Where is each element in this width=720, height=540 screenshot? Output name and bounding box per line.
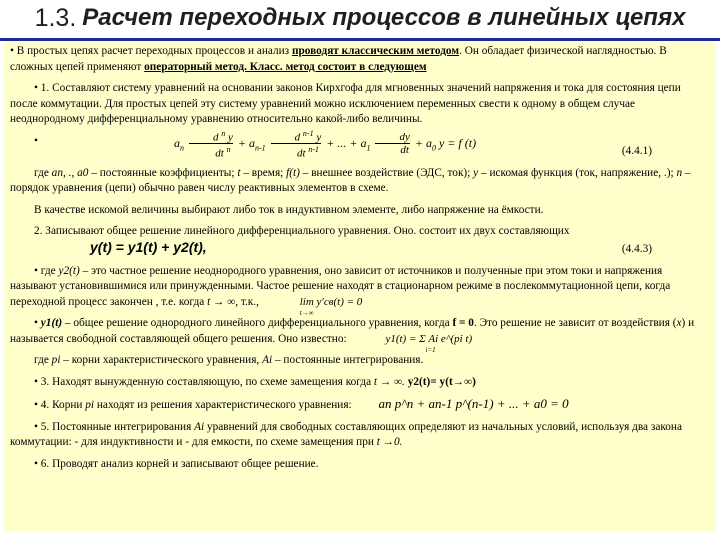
paragraph-free: • y1(t) – общее решение однородного линейного дифференциального уравнения, когда f = 0. Это решение не зависит от воздействия (x) и называется свободной составляющей общего решения. Оно известно: y1(t) = Σ Ai e^(pi t) i=1 bbox=[10, 317, 695, 354]
paragraph-step4: • 4. Корни pi находят из решения характеристического уравнения: an p^n + an-1 p^(n-1) + ... + a0 = 0 bbox=[34, 396, 569, 411]
equation-4-4-1: • $a_n$ $\frac{d ^n y}{dt ^n}$ + $a_{n-1}$ $\frac{d ^{n-1} y}{dt ^{n-1}}$ + ... + $a_1$ $\frac{dy}{dt}$ + $a_0$ y = f (t) (4.4.1) bbox=[34, 128, 652, 160]
paragraph-particular: • где y2(t) – это частное решение неоднородного уравнения, оно зависит от источников и полученные при этом токи и напряжения называют установившимися или принужденными. Частое решение находят в стационарном режиме в послекоммутационной цепи, когда переходной процесс закончен , т.е. когда t → ∞, т.к., lim y′св(t) = 0 t→∞ bbox=[10, 264, 671, 317]
section-number: 1.3. bbox=[34, 3, 77, 32]
free-solution-formula: y1(t) = Σ Ai e^(pi t) i=1 bbox=[385, 332, 473, 354]
paragraph-roots: где pi – корни характеристического уравнения, Ai – постоянные интегрирования. bbox=[34, 354, 424, 366]
equation-number-3: (4.4.3) bbox=[621, 242, 652, 255]
limit-expression: lim y′св(t) = 0 t→∞ bbox=[299, 295, 363, 317]
paragraph-where: где an, ., a0 – постоянные коэффициенты; t – время; f(t) – внешнее воздействие (ЭДС, ток); y – искомая функция (ток, напряжение, .); n – порядок уравнения (цепи) обычно равен числу реактивных элементов в схеме. bbox=[10, 166, 691, 194]
paragraph-intro: • В простых цепях расчет переходных процессов и анализ проводят классическим методом. Он обладает физической наглядностью. В сложных цепей применяют операторный метод. Класс. метод состоит в следующем bbox=[10, 45, 667, 73]
slide-title bbox=[0, 0, 720, 36]
paragraph-step6: • 6. Проводят анализ корней и записывают общее решение. bbox=[34, 457, 319, 470]
paragraph-step2: 2. Записывают общее решение линейного дифференциального уравнения. Оно. состоит их двух составляющих bbox=[34, 225, 570, 237]
content-panel bbox=[4, 41, 716, 531]
paragraph-choice: В качестве искомой величины выбирают либо ток в индуктивном элементе, либо напряжение на ёмкости. bbox=[34, 203, 544, 216]
title-text: Расчет переходных процессов в линейных цепях bbox=[82, 4, 686, 31]
characteristic-equation: an p^n + an-1 p^(n-1) + ... + a0 = 0 bbox=[378, 396, 569, 411]
equation-number-1: (4.4.1) bbox=[621, 144, 652, 157]
paragraph-step3: • 3. Находят вынужденную составляющую, по схеме замещения когда t → ∞. y2(t)= y(t→∞) bbox=[34, 375, 476, 388]
equation-4-4-3: y(t) = y1(t) + y2(t), (4.4.3) bbox=[10, 240, 710, 258]
paragraph-step5: • 5. Постоянные интегрирования Ai уравнений для свободных составляющих определяют из начальных условий, используя два закона коммутации: - для индуктивности и - для емкости, по схеме замещения при t →0. bbox=[10, 420, 682, 448]
paragraph-step1: • 1. Составляют систему уравнений на основании законов Кирхгофа для мгновенных значений напряжения и тока для состояния цепи после коммутации. Для простых цепей эту систему уравнений можно исключением переменных свести к одному в общем случае неоднородному дифференциальному уравнению относительно какой-либо величины. bbox=[10, 82, 681, 125]
